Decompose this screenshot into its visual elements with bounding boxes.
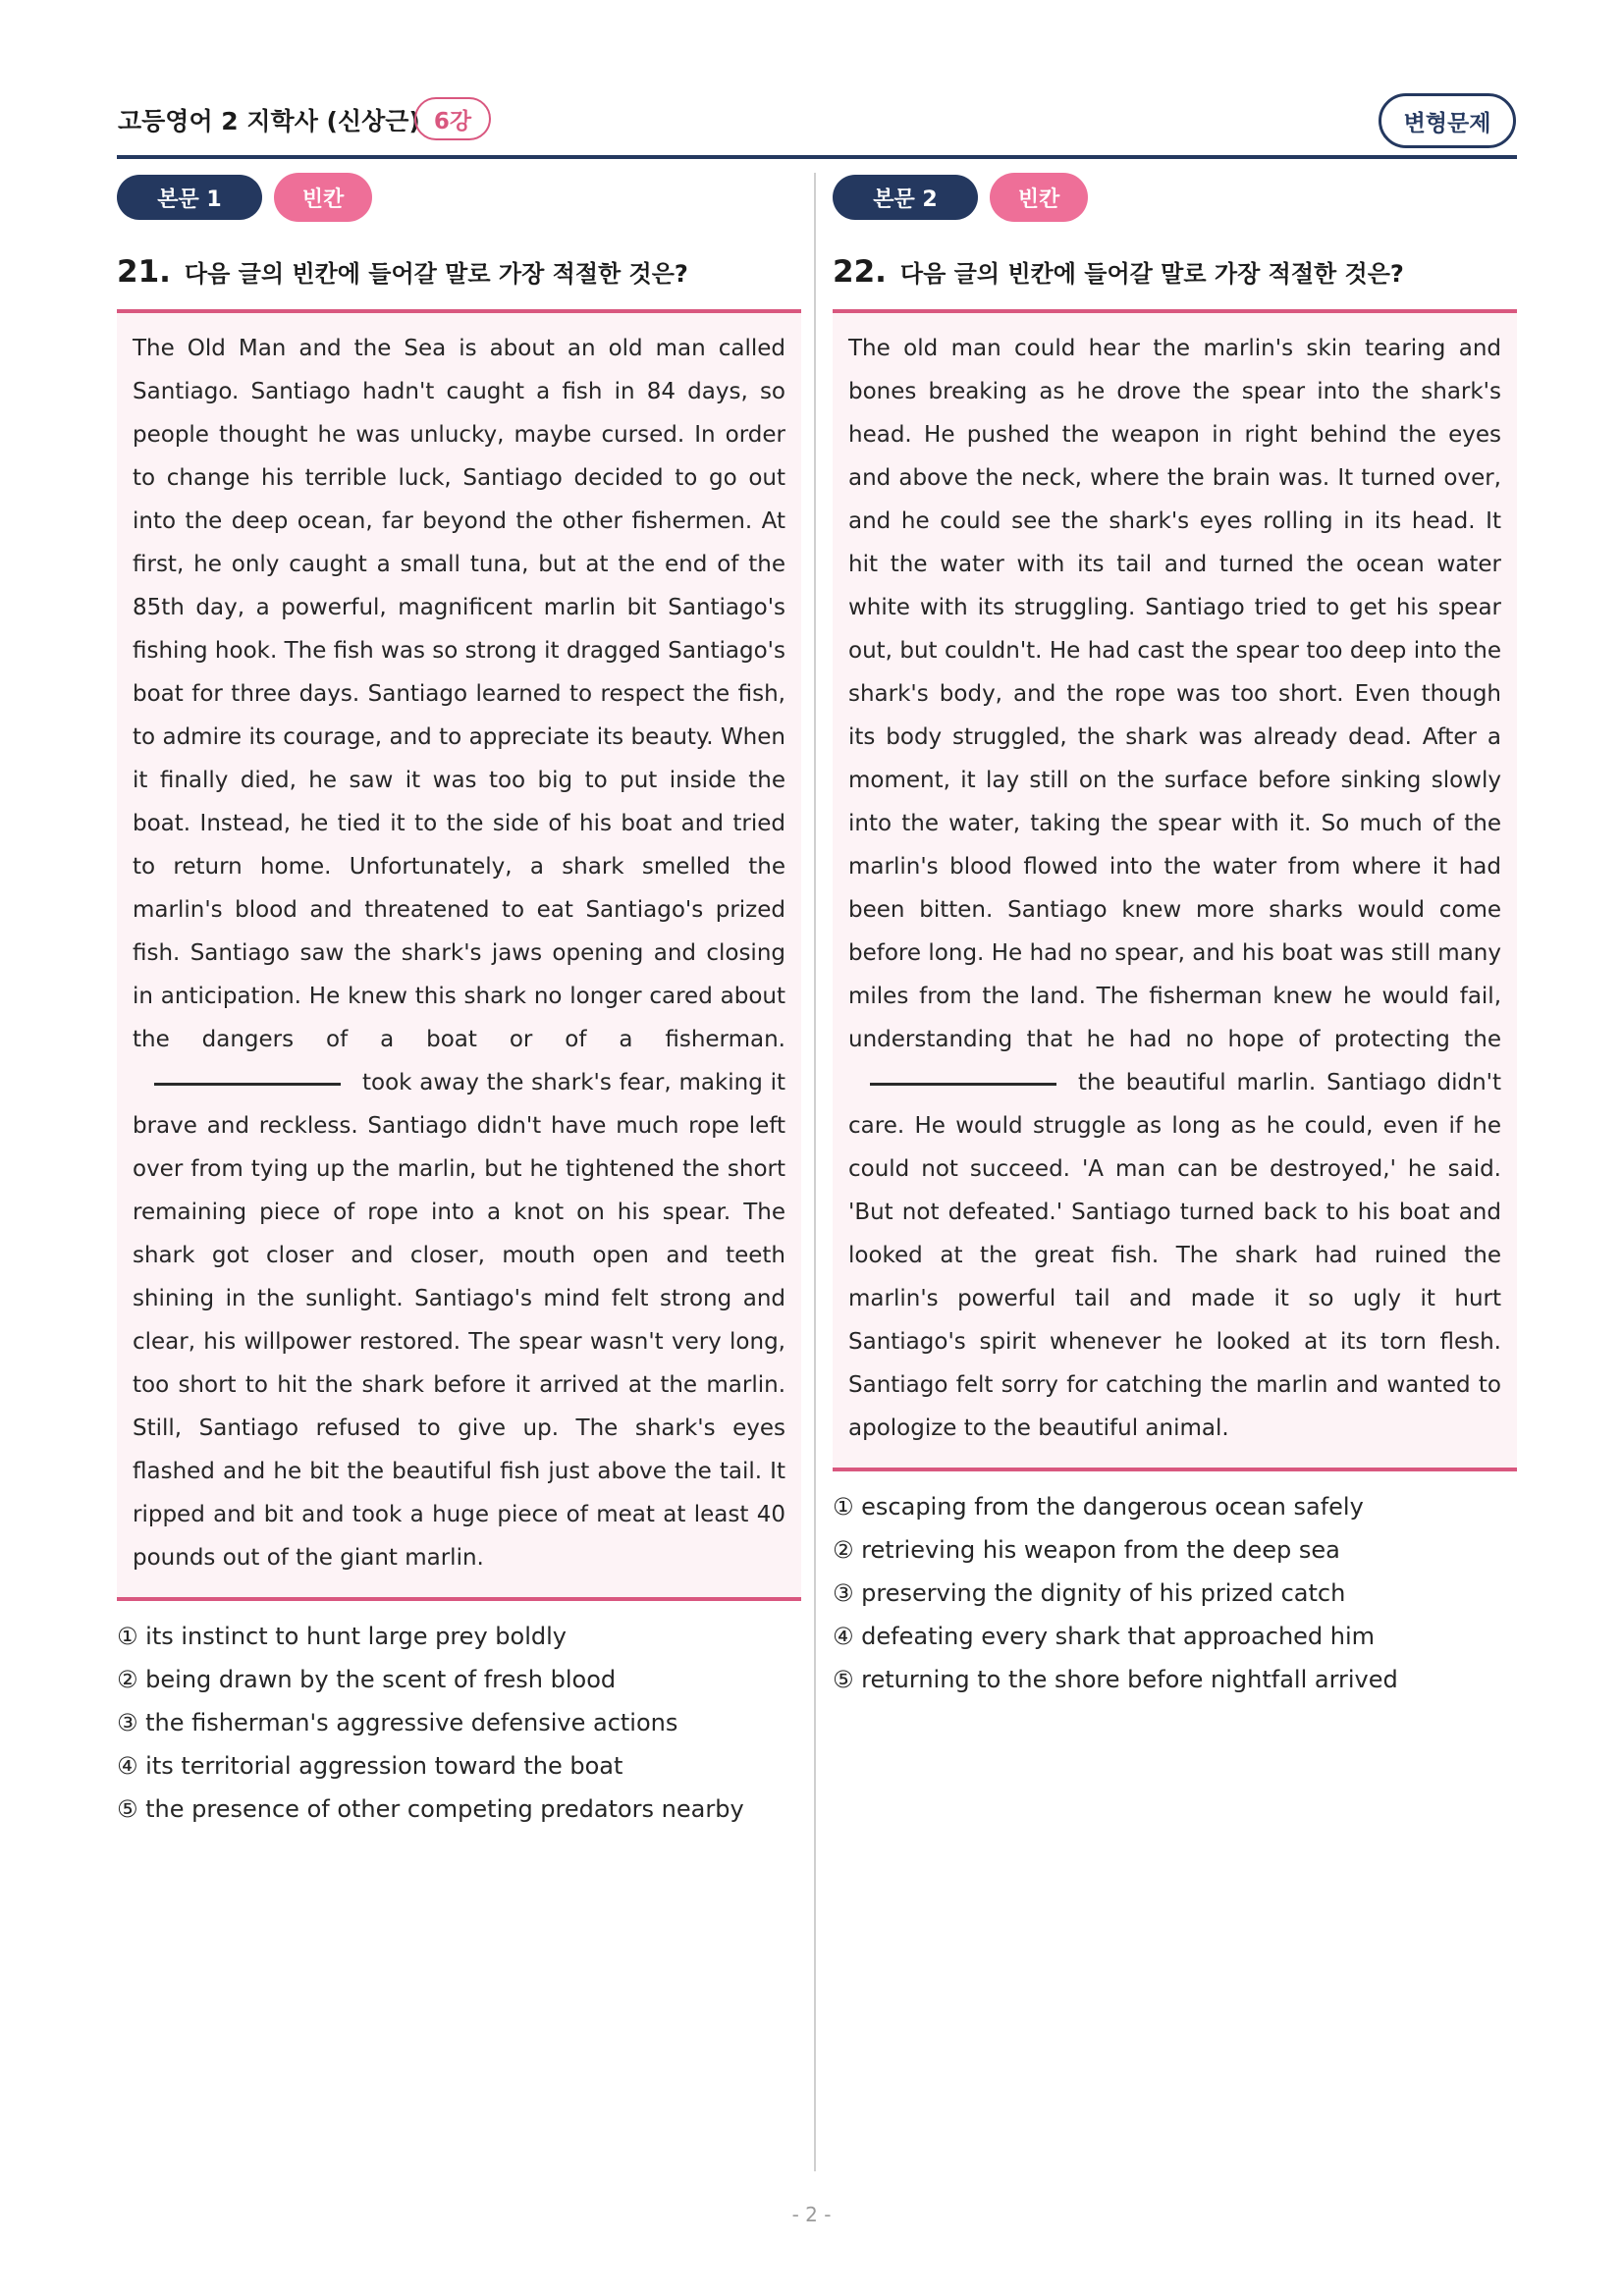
choice-4[interactable]: ④ defeating every shark that approached him — [833, 1623, 1376, 1650]
answer-choices — [833, 1485, 1517, 1701]
question-header — [117, 254, 801, 294]
question-number: 22. — [833, 254, 887, 290]
choice-2[interactable]: ② being drawn by the scent of fresh blood — [117, 1666, 617, 1693]
answer-blank — [870, 1082, 1056, 1086]
passage-text-after: took away the shark's fear, making it brave and reckless. Santiago didn't have much rope left over from tying up the marlin, but he tightened the short remaining piece of rope into a knot on his spear. The shark got closer and closer, mouth open and teeth shining in the sunlight. Santiago's mind felt strong and clear, his willpower restored. The spear wasn't very long, too short to hit the shark before it arrived at the marlin. Still, Santiago refused to give up. The shark's eyes flashed and he bit the beautiful fish just above the tail. It ripped and bit and took a huge piece of meat at least 40 pounds out of the giant marlin. — [133, 1070, 785, 1571]
question-tags — [117, 173, 801, 222]
question-prompt: 다음 글의 빈칸에 들어갈 말로 가장 적절한 것은? — [899, 260, 1404, 288]
choice-1[interactable]: ① escaping from the dangerous ocean safely — [833, 1493, 1364, 1521]
question-21-column — [117, 173, 801, 1831]
passage-text-before: The Old Man and the Sea is about an old man called Santiago. Santiago hadn't caught a fish in 84 days, so people thought he was unlucky, maybe cursed. In order to change his terrible luck, Santiago decided to go out into the deep ocean, far beyond the other fishermen. At first, he only caught a small tuna, but at the end of the 85th day, a powerful, magnificent marlin bit Santiago's fishing hook. The fish was so strong it dragged Santiago's boat for three days. Santiago learned to respect the fish, to admire its courage, and to appreciate its beauty. When it finally died, he saw it was too big to put inside the boat. Instead, he tied it to the side of his boat and tried to return home. Unfortunately, a shark smelled the marlin's blood and threatened to eat Santiago's prized fish. Santiago saw the shark's jaws opening and closing in anticipation. He knew this shark no longer cared about the dangers of a boat or of a fisherman. — [133, 336, 785, 1052]
question-tags — [833, 173, 1517, 222]
choice-3[interactable]: ③ preserving the dignity of his prized catch — [833, 1579, 1346, 1607]
choice-5[interactable]: ⑤ the presence of other competing predators nearby — [117, 1795, 744, 1823]
choice-1[interactable]: ① its instinct to hunt large prey boldly — [117, 1623, 567, 1650]
question-number: 21. — [117, 254, 171, 290]
choice-5[interactable]: ⑤ returning to the shore before nightfall arrived — [833, 1666, 1398, 1693]
passage-box — [833, 309, 1517, 1471]
passage-text-before: The old man could hear the marlin's skin tearing and bones breaking as he drove the spear into the shark's head. He pushed the weapon in right behind the eyes and above the neck, where the brain was. It turned over, and he could see the shark's eyes rolling in its head. It hit the water with its tail and turned the ocean water white with its struggling. Santiago tried to get his spear out, but couldn't. He had cast the spear too deep into the shark's body, and the rope was too short. Even though its body struggled, the shark was already dead. After a moment, it lay still on the surface before sinking slowly into the water, taking the spear with it. So much of the marlin's blood flowed into the water from where it had been bitten. Santiago knew more sharks would come before long. He had no spear, and his boat was still many miles from the land. The fisherman knew he would fail, understanding that he had no hope of protecting the — [848, 336, 1501, 1052]
question-header — [833, 254, 1517, 294]
question-22-column — [833, 173, 1517, 1701]
choice-3[interactable]: ③ the fisherman's aggressive defensive actions — [117, 1709, 678, 1736]
answer-blank — [154, 1082, 341, 1086]
choice-2[interactable]: ② retrieving his weapon from the deep sea — [833, 1536, 1340, 1564]
doc-type-badge: 변형문제 — [1379, 93, 1516, 148]
page-number: - 2 - — [791, 2203, 832, 2226]
passage-tag: 본문 2 — [833, 175, 978, 220]
answer-choices — [117, 1615, 801, 1831]
question-prompt: 다음 글의 빈칸에 들어갈 말로 가장 적절한 것은? — [184, 260, 688, 288]
type-tag: 빈칸 — [274, 173, 372, 222]
passage-text-after: the beautiful marlin. Santiago didn't care. He would struggle as long as he could, even if he could not succeed. 'A man can be destroyed,' he said. 'But not defeated.' Santiago turned back to his boat and looked at the great fish. The shark had ruined the marlin's powerful tail and made it so ugly it hurt Santiago's spirit whenever he looked at its torn flesh. Santiago felt sorry for catching the marlin and wanted to apologize to the beautiful animal. — [848, 1070, 1501, 1441]
passage-box — [117, 309, 801, 1601]
column-divider — [814, 173, 816, 2171]
type-tag: 빈칸 — [990, 173, 1088, 222]
header-rule — [117, 155, 1517, 159]
passage-tag: 본문 1 — [117, 175, 262, 220]
lesson-badge: 6강 — [414, 97, 491, 140]
choice-4[interactable]: ④ its territorial aggression toward the boat — [117, 1752, 623, 1780]
workbook-title: 고등영어 2 지학사 (신상근) — [118, 107, 420, 135]
